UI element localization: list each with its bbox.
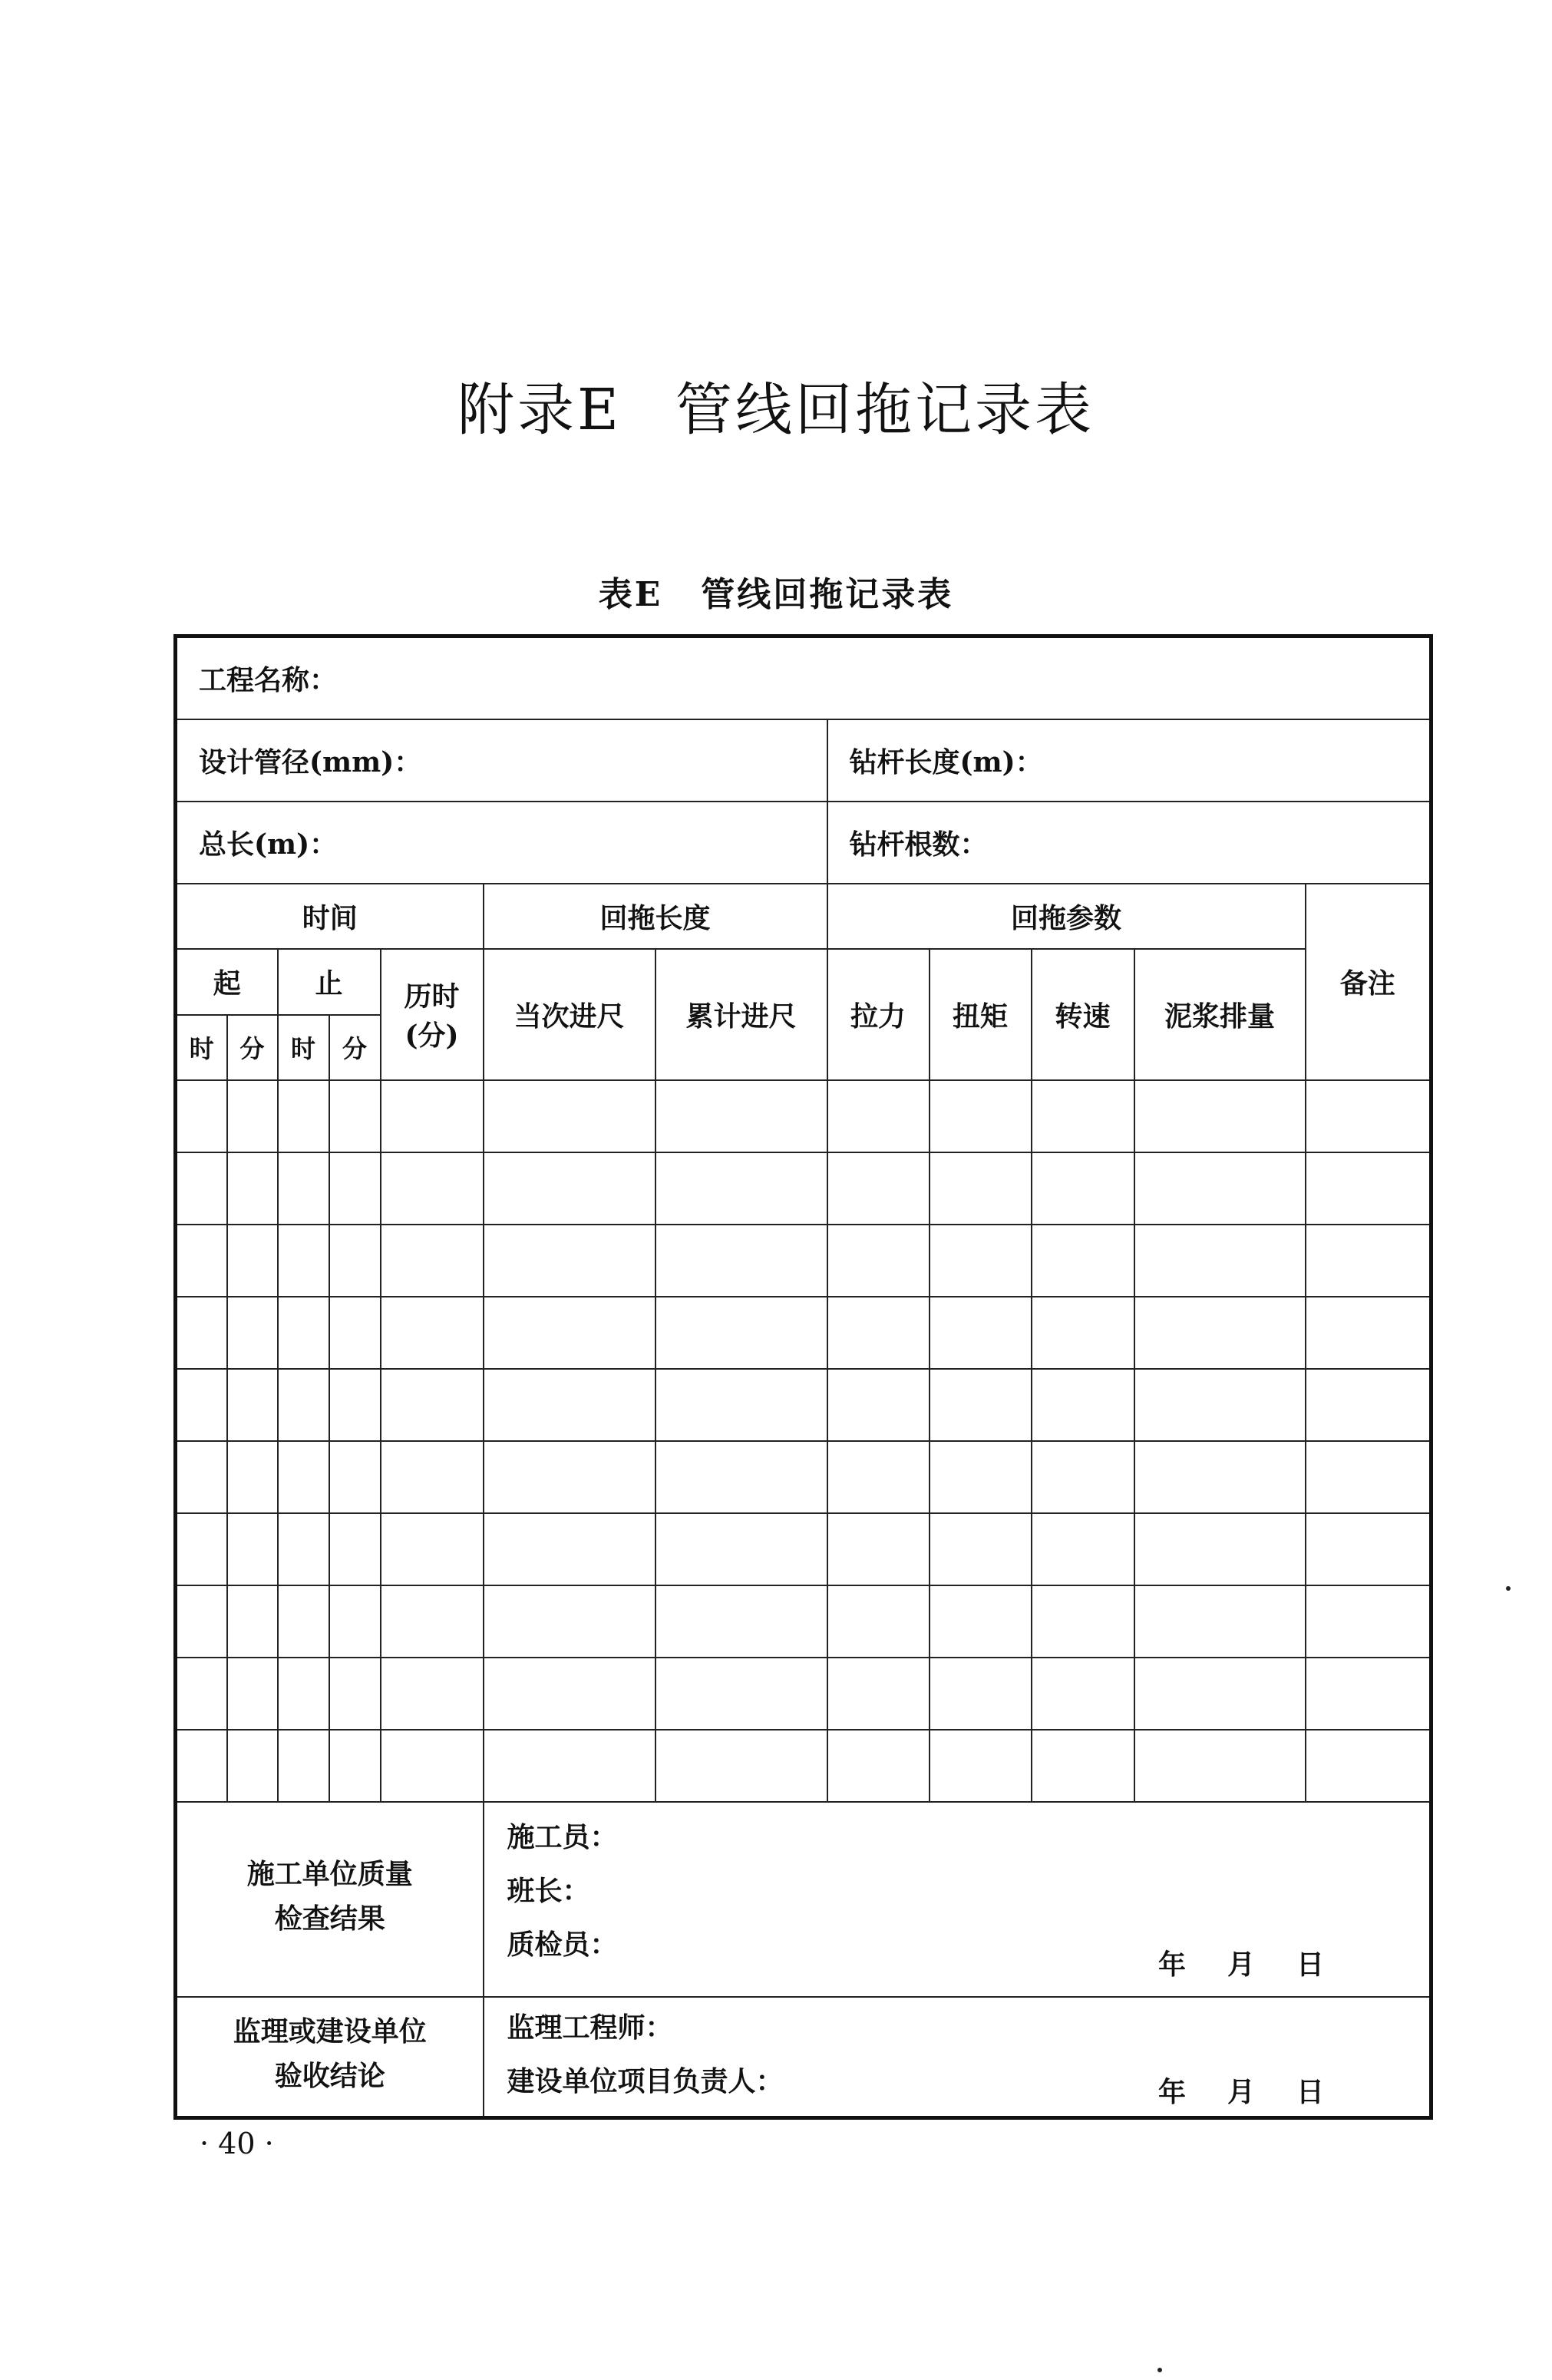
blank-cell[interactable]: [1306, 1441, 1431, 1513]
blank-cell[interactable]: [278, 1152, 329, 1225]
header-remarks: 备注: [1306, 884, 1431, 1080]
blank-cell[interactable]: [484, 1730, 655, 1802]
blank-cell[interactable]: [329, 1441, 381, 1513]
blank-cell[interactable]: [1306, 1080, 1431, 1152]
blank-cell[interactable]: [655, 1080, 827, 1152]
supervising-engineer-label: 监理工程师：: [507, 2011, 673, 2044]
blank-cell[interactable]: [176, 1441, 227, 1513]
blank-cell[interactable]: [381, 1658, 484, 1730]
blank-cell[interactable]: [329, 1513, 381, 1585]
header-time: 时间: [176, 884, 484, 949]
blank-cell[interactable]: [381, 1080, 484, 1152]
blank-cell[interactable]: [827, 1585, 930, 1658]
blank-cell[interactable]: [484, 1513, 655, 1585]
blank-cell[interactable]: [329, 1585, 381, 1658]
blank-cell[interactable]: [278, 1297, 329, 1369]
blank-cell[interactable]: [1134, 1225, 1306, 1297]
duration-unit: (分): [405, 1020, 459, 1052]
table-row: [176, 1441, 1431, 1513]
blank-cell[interactable]: [1306, 1585, 1431, 1658]
blank-cell[interactable]: [655, 1585, 827, 1658]
date-day: 日: [1296, 1948, 1325, 1981]
blank-cell[interactable]: [930, 1225, 1032, 1297]
blank-cell[interactable]: [655, 1369, 827, 1441]
quality-check-label: [176, 1802, 484, 1997]
blank-cell[interactable]: [278, 1441, 329, 1513]
blank-cell[interactable]: [827, 1441, 930, 1513]
blank-cell[interactable]: [1032, 1152, 1134, 1225]
blank-cell[interactable]: [176, 1080, 227, 1152]
appendix-label: 附录E: [457, 377, 622, 443]
blank-cell[interactable]: [227, 1585, 278, 1658]
blank-cell[interactable]: [176, 1513, 227, 1585]
date-day: 日: [1296, 2075, 1325, 2108]
header-torque: 扭矩: [930, 949, 1032, 1080]
blank-cell[interactable]: [1134, 1441, 1306, 1513]
table-name: 管线回拖记录表: [701, 575, 954, 614]
blank-cell[interactable]: [1134, 1513, 1306, 1585]
blank-cell[interactable]: [329, 1369, 381, 1441]
blank-cell[interactable]: [278, 1080, 329, 1152]
header-rotation-speed: 转速: [1032, 949, 1134, 1080]
header-stop: 止: [278, 949, 381, 1015]
scan-speck: [1506, 1586, 1511, 1591]
header-pullback-length: 回拖长度: [484, 884, 827, 949]
appendix-name: 管线回拖记录表: [675, 377, 1095, 443]
header-stop-hour: 时: [278, 1015, 329, 1080]
blank-cell[interactable]: [381, 1513, 484, 1585]
blank-cell[interactable]: [278, 1513, 329, 1585]
blank-cell[interactable]: [484, 1585, 655, 1658]
blank-cell[interactable]: [1032, 1225, 1134, 1297]
blank-cell[interactable]: [655, 1441, 827, 1513]
inspector-label: 质检员：: [507, 1928, 618, 1961]
blank-cell[interactable]: [1134, 1658, 1306, 1730]
blank-cell[interactable]: [655, 1152, 827, 1225]
builder-label: 施工员：: [507, 1820, 618, 1853]
blank-cell[interactable]: [1306, 1730, 1431, 1802]
blank-cell[interactable]: [278, 1658, 329, 1730]
rod-count-field[interactable]: 钻杆根数：: [827, 802, 1431, 884]
blank-cell[interactable]: [484, 1080, 655, 1152]
blank-cell[interactable]: [1306, 1369, 1431, 1441]
blank-cell[interactable]: [278, 1225, 329, 1297]
appendix-title: [0, 365, 1552, 446]
project-name-field[interactable]: 工程名称：: [176, 636, 1431, 719]
blank-cell[interactable]: [381, 1297, 484, 1369]
blank-cell[interactable]: [227, 1441, 278, 1513]
header-mud-discharge: 泥浆排量: [1134, 949, 1306, 1080]
blank-cell[interactable]: [329, 1658, 381, 1730]
blank-cell[interactable]: [227, 1658, 278, 1730]
blank-cell[interactable]: [930, 1369, 1032, 1441]
total-length-field[interactable]: 总长(m)：: [176, 802, 827, 884]
blank-cell[interactable]: [827, 1080, 930, 1152]
blank-cell[interactable]: [176, 1152, 227, 1225]
supervision-label: [176, 1997, 484, 2118]
blank-cell[interactable]: [381, 1225, 484, 1297]
blank-cell[interactable]: [227, 1080, 278, 1152]
table-row: [176, 1369, 1431, 1441]
blank-cell[interactable]: [329, 1297, 381, 1369]
blank-cell[interactable]: [1134, 1152, 1306, 1225]
header-stop-minute: 分: [329, 1015, 381, 1080]
blank-cell[interactable]: [176, 1369, 227, 1441]
blank-cell[interactable]: [930, 1441, 1032, 1513]
blank-cell[interactable]: [381, 1585, 484, 1658]
blank-cell[interactable]: [484, 1658, 655, 1730]
header-pullback-params: 回拖参数: [827, 884, 1306, 949]
scan-speck: [1157, 2368, 1162, 2372]
blank-cell[interactable]: [655, 1730, 827, 1802]
table-row: [176, 1152, 1431, 1225]
blank-cell[interactable]: [1306, 1297, 1431, 1369]
header-pull-force: 拉力: [827, 949, 930, 1080]
blank-cell[interactable]: [1306, 1658, 1431, 1730]
quality-check-line1: 施工单位质量: [246, 1858, 413, 1890]
table-row: [176, 1297, 1431, 1369]
quality-check-line2: 检查结果: [274, 1902, 385, 1935]
table-row: [176, 1080, 1431, 1152]
date-month: 月: [1227, 1948, 1256, 1981]
blank-cell[interactable]: [930, 1080, 1032, 1152]
data-rows: [176, 1080, 1431, 1802]
blank-cell[interactable]: [1134, 1297, 1306, 1369]
header-cumulative-advance: 累计进尺: [655, 949, 827, 1080]
table-row: [176, 1730, 1431, 1802]
blank-cell[interactable]: [176, 1297, 227, 1369]
table-label: 表E: [598, 575, 663, 614]
table-row: [176, 1513, 1431, 1585]
header-duration: [381, 949, 484, 1080]
blank-cell[interactable]: [1032, 1513, 1134, 1585]
blank-cell[interactable]: [381, 1441, 484, 1513]
table-row: [176, 1225, 1431, 1297]
blank-cell[interactable]: [227, 1369, 278, 1441]
blank-cell[interactable]: [227, 1152, 278, 1225]
table-row: [176, 1658, 1431, 1730]
blank-cell[interactable]: [930, 1152, 1032, 1225]
blank-cell[interactable]: [484, 1369, 655, 1441]
blank-cell[interactable]: [1032, 1297, 1134, 1369]
owner-manager-label: 建设单位项目负责人：: [507, 2064, 784, 2097]
blank-cell[interactable]: [1306, 1225, 1431, 1297]
table-title: [0, 567, 1552, 616]
rod-length-field[interactable]: 钻杆长度(m)：: [827, 719, 1431, 802]
blank-cell[interactable]: [1032, 1441, 1134, 1513]
blank-cell[interactable]: [1032, 1585, 1134, 1658]
header-start-minute: 分: [227, 1015, 278, 1080]
table-row: [176, 1585, 1431, 1658]
blank-cell[interactable]: [827, 1369, 930, 1441]
blank-cell[interactable]: [1306, 1513, 1431, 1585]
pullback-record-table: [173, 634, 1433, 2120]
blank-cell[interactable]: [176, 1658, 227, 1730]
blank-cell[interactable]: [176, 1585, 227, 1658]
blank-cell[interactable]: [227, 1225, 278, 1297]
blank-cell[interactable]: [827, 1297, 930, 1369]
blank-cell[interactable]: [381, 1730, 484, 1802]
blank-cell[interactable]: [484, 1152, 655, 1225]
blank-cell[interactable]: [278, 1730, 329, 1802]
supervision-signatures: [484, 1997, 1431, 2118]
date-year: 年: [1158, 1948, 1187, 1981]
blank-cell[interactable]: [176, 1730, 227, 1802]
blank-cell[interactable]: [176, 1225, 227, 1297]
blank-cell[interactable]: [329, 1225, 381, 1297]
blank-cell[interactable]: [227, 1730, 278, 1802]
blank-cell[interactable]: [1306, 1152, 1431, 1225]
blank-cell[interactable]: [930, 1585, 1032, 1658]
supervision-line1: 监理或建设单位: [233, 2015, 427, 2048]
blank-cell[interactable]: [381, 1369, 484, 1441]
blank-cell[interactable]: [655, 1658, 827, 1730]
supervision-date: [1138, 2071, 1345, 2110]
duration-label: 历时: [404, 980, 460, 1013]
blank-cell[interactable]: [1032, 1730, 1134, 1802]
blank-cell[interactable]: [827, 1513, 930, 1585]
header-start-hour: 时: [176, 1015, 227, 1080]
blank-cell[interactable]: [381, 1152, 484, 1225]
blank-cell[interactable]: [1032, 1369, 1134, 1441]
blank-cell[interactable]: [1032, 1080, 1134, 1152]
blank-cell[interactable]: [1134, 1585, 1306, 1658]
blank-cell[interactable]: [1134, 1369, 1306, 1441]
blank-cell[interactable]: [1134, 1730, 1306, 1802]
blank-cell[interactable]: [227, 1297, 278, 1369]
blank-cell[interactable]: [329, 1730, 381, 1802]
header-start: 起: [176, 949, 278, 1015]
blank-cell[interactable]: [930, 1658, 1032, 1730]
blank-cell[interactable]: [329, 1152, 381, 1225]
date-year: 年: [1158, 2075, 1187, 2108]
blank-cell[interactable]: [655, 1297, 827, 1369]
blank-cell[interactable]: [827, 1730, 930, 1802]
page-number: · 40 ·: [200, 2127, 274, 2160]
blank-cell[interactable]: [278, 1369, 329, 1441]
blank-cell[interactable]: [655, 1225, 827, 1297]
design-diameter-field[interactable]: 设计管径(mm)：: [176, 719, 827, 802]
quality-check-date: [1138, 1943, 1345, 1982]
quality-check-signatures: [484, 1802, 1431, 1997]
blank-cell[interactable]: [484, 1441, 655, 1513]
blank-cell[interactable]: [329, 1080, 381, 1152]
supervision-line2: 验收结论: [274, 2060, 385, 2092]
team-leader-label: 班长：: [507, 1874, 590, 1907]
blank-cell[interactable]: [1134, 1080, 1306, 1152]
blank-cell[interactable]: [930, 1730, 1032, 1802]
header-current-advance: 当次进尺: [484, 949, 655, 1080]
blank-cell[interactable]: [827, 1658, 930, 1730]
blank-cell[interactable]: [655, 1513, 827, 1585]
blank-cell[interactable]: [484, 1297, 655, 1369]
blank-cell[interactable]: [227, 1513, 278, 1585]
blank-cell[interactable]: [484, 1225, 655, 1297]
blank-cell[interactable]: [827, 1225, 930, 1297]
blank-cell[interactable]: [1032, 1658, 1134, 1730]
blank-cell[interactable]: [930, 1513, 1032, 1585]
blank-cell[interactable]: [827, 1152, 930, 1225]
blank-cell[interactable]: [278, 1585, 329, 1658]
blank-cell[interactable]: [930, 1297, 1032, 1369]
date-month: 月: [1227, 2075, 1256, 2108]
